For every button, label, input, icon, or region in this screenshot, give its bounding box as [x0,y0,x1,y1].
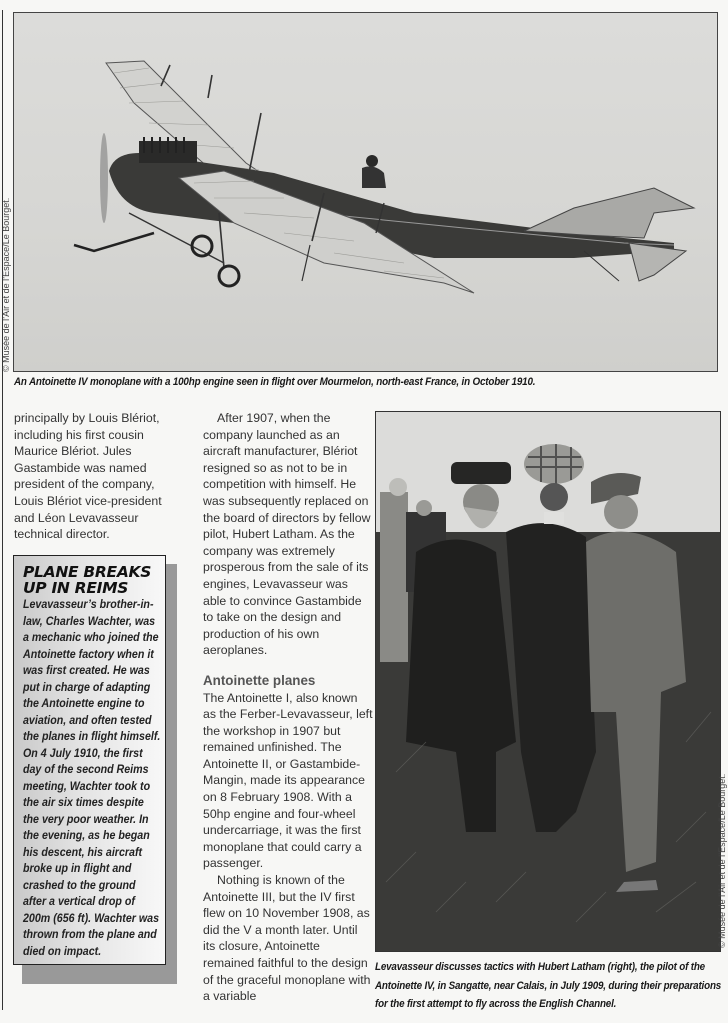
antoinette-monoplane-photo [13,12,718,372]
page-margin-rule [2,10,3,1010]
article-column-1 [14,410,184,543]
section-heading: Antoinette planes [203,672,316,688]
sidebar-title-line2: UP IN REIMS [23,578,129,597]
sidebar-body: Levavasseur’s brother-in-law, Charles Wachter, was a mechanic who joined the Antoinette factory when it was first created. He was put in charge of adapting the Antoinette engine to aviation, and often tested the planes in flight himself. On 4 July 1910, the first day of the second Reims meeting, Wachter took to the air six times despite the very poor weather. In the evening, as he began his descent, his aircraft broke up in flight and crashed to the ground after a vertical drop of 200m (656 ft). Wachter was thrown from the plane and died on impact. [23,597,161,958]
photo-credit-top: © Musée de l’Air et de l’Espace/Le Bourget. [1,197,11,372]
sidebar-title-line1: PLANE BREAKS [23,563,152,581]
photo-credit-right: © Musée de l’Air et de l’Espace/Le Bourget. [717,773,727,948]
monoplane-illustration [14,13,717,371]
sidebar-box [13,555,166,965]
article-column-2 [203,410,373,1005]
column2-paragraph-2: The Antoinette I, also known as the Ferber-Levavasseur, left the workshop in 1907 but remained unfinished. The Antoinette II, or Gastambide-Mangin, made its appearance on 8 February 1908. With a 50hp engine and four-wheel undercarriage, it was the first monoplane that could carry a passenger. [203,690,373,871]
photo-caption-right: Levavasseur discusses tactics with Hubert Latham (right), the pilot of the Antoinette IV, in Sangatte, near Calais, in July 1909, during their preparations for the first attempt to fly across the English Channel. [375,961,722,1010]
group-portrait-illustration [376,412,720,951]
levavasseur-latham-photo [375,411,721,952]
column1-paragraph: principally by Louis Blériot, including his first cousin Maurice Blériot. Jules Gastambide was named president of the company, Louis Blériot vice-president and Léon Levavasseur technical director. [14,411,162,542]
photo-caption-top: An Antoinette IV monoplane with a 100hp engine seen in flight over Mourmelon, north-east France, in October 1910. [14,376,536,388]
column2-paragraph-3: Nothing is known of the Antoinette III, but the IV first flew on 10 November 1908, as did the V a month later. Until its closure, Antoinette remained faithful to the design of the graceful monoplane with a variable [203,873,371,1004]
column2-paragraph-1: After 1907, when the company launched as an aircraft manufacturer, Blériot resigned so as not to be in competition with himself. He was subsequently replaced on the board of directors by fellow pilot, Hubert Latham. As the company was extremely prosperous from the sale of its engines, Levavasseur was able to convince Gastambide to take on the design and production of his own aeroplanes. [203,411,371,658]
